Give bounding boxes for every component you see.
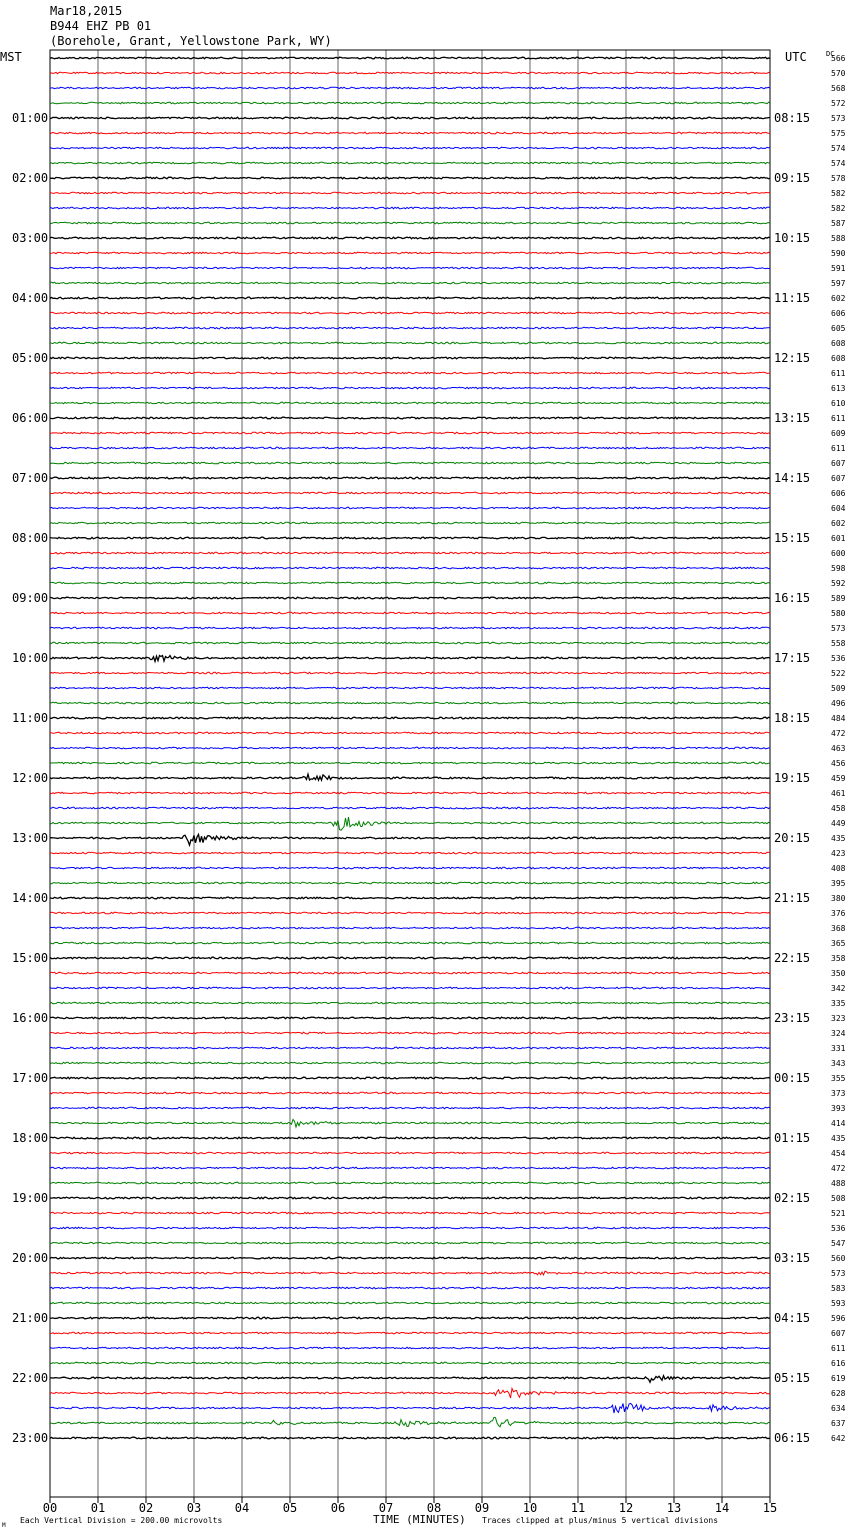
dc-offset-label: 536	[831, 654, 846, 663]
mst-hour-label: 17:00	[12, 1071, 49, 1085]
mst-hour-label: 22:00	[12, 1371, 49, 1385]
seismic-trace	[50, 267, 770, 269]
x-tick-label: 12	[618, 1501, 634, 1515]
utc-hour-label: 10:15	[774, 231, 811, 245]
dc-offset-label: 604	[831, 504, 846, 513]
seismic-trace	[50, 402, 770, 404]
dc-offset-label: 573	[831, 624, 846, 633]
seismic-trace	[50, 672, 770, 674]
dc-offset-label: 324	[831, 1029, 846, 1038]
utc-hour-label: 23:15	[774, 1011, 811, 1025]
seismic-trace	[50, 237, 770, 239]
dc-offset-label: 616	[831, 1359, 846, 1368]
seismic-trace	[50, 1403, 770, 1413]
seismic-trace	[50, 1197, 770, 1199]
seismic-trace	[50, 327, 770, 329]
dc-offset-label: 642	[831, 1434, 846, 1443]
dc-offset-label: 558	[831, 639, 846, 648]
utc-zone-label: UTC	[785, 50, 807, 64]
seismic-trace	[50, 1362, 770, 1364]
dc-offset-label: 323	[831, 1014, 846, 1023]
utc-hour-label: 09:15	[774, 171, 811, 185]
date-label: Mar18,2015	[50, 4, 123, 18]
seismic-trace	[50, 702, 770, 704]
dc-offset-label: 449	[831, 819, 846, 828]
seismic-trace	[50, 1389, 770, 1398]
seismic-trace	[50, 462, 770, 464]
dc-offset-label: 587	[831, 219, 846, 228]
seismic-trace	[50, 1212, 770, 1214]
dc-offset-label: 522	[831, 669, 846, 678]
seismic-trace	[50, 552, 770, 554]
dc-offset-label: 380	[831, 894, 846, 903]
dc-offset-label: 605	[831, 324, 846, 333]
dc-offset-label: 613	[831, 384, 846, 393]
x-tick-label: 02	[138, 1501, 154, 1515]
mst-hour-label: 14:00	[12, 891, 49, 905]
seismic-trace	[50, 627, 770, 629]
seismic-trace	[50, 972, 770, 974]
seismic-trace	[50, 1137, 770, 1139]
utc-hour-label: 22:15	[774, 951, 811, 965]
dc-offset-label: 598	[831, 564, 846, 573]
utc-hour-label: 17:15	[774, 651, 811, 665]
dc-offset-label: 609	[831, 429, 846, 438]
seismic-trace	[50, 897, 770, 899]
seismic-trace	[50, 867, 770, 869]
dc-offset-label: 496	[831, 699, 846, 708]
utc-hour-label: 03:15	[774, 1251, 811, 1265]
x-tick-label: 06	[330, 1501, 346, 1515]
utc-hour-label: 19:15	[774, 771, 811, 785]
dc-offset-label: 596	[831, 1314, 846, 1323]
mst-hour-label: 11:00	[12, 711, 49, 725]
dc-offset-label: 365	[831, 939, 846, 948]
seismic-trace	[50, 177, 770, 179]
mst-hour-label: 10:00	[12, 651, 49, 665]
dc-offset-label: 536	[831, 1224, 846, 1233]
seismic-trace	[50, 1332, 770, 1334]
seismic-trace	[50, 927, 770, 929]
dc-offset-label: 600	[831, 549, 846, 558]
utc-hour-label: 14:15	[774, 471, 811, 485]
x-tick-label: 07	[378, 1501, 394, 1515]
seismic-trace	[50, 87, 770, 89]
seismic-trace	[50, 1417, 770, 1427]
dc-offset-label: 588	[831, 234, 846, 243]
utc-hour-label: 21:15	[774, 891, 811, 905]
utc-hour-label: 01:15	[774, 1131, 811, 1145]
seismic-trace	[50, 252, 770, 254]
utc-hour-label: 05:15	[774, 1371, 811, 1385]
seismic-trace	[50, 567, 770, 569]
dc-offset-label: 610	[831, 399, 846, 408]
dc-offset-label: 607	[831, 459, 846, 468]
dc-offset-label: 597	[831, 279, 846, 288]
seismic-trace	[50, 774, 770, 780]
seismic-trace	[50, 1047, 770, 1049]
seismic-trace	[50, 1152, 770, 1154]
x-tick-label: 13	[666, 1501, 682, 1515]
utc-hour-label: 04:15	[774, 1311, 811, 1325]
dc-offset-label: 575	[831, 129, 846, 138]
seismic-trace	[50, 342, 770, 344]
seismic-trace	[50, 912, 770, 914]
seismic-trace	[50, 957, 770, 959]
mst-hour-label: 12:00	[12, 771, 49, 785]
dc-offset-label: 472	[831, 1164, 846, 1173]
x-tick-label: 10	[522, 1501, 538, 1515]
mst-hour-label: 20:00	[12, 1251, 49, 1265]
seismic-trace	[50, 537, 770, 539]
dc-offset-label: 456	[831, 759, 846, 768]
dc-offset-label: 408	[831, 864, 846, 873]
dc-offset-label: 521	[831, 1209, 846, 1218]
mst-hour-label: 19:00	[12, 1191, 49, 1205]
seismic-trace	[50, 492, 770, 494]
seismic-trace	[50, 687, 770, 689]
seismic-trace	[50, 297, 770, 299]
seismic-trace	[50, 1167, 770, 1169]
dc-offset-label: 572	[831, 99, 846, 108]
dc-offset-label: 358	[831, 954, 846, 963]
utc-hour-label: 18:15	[774, 711, 811, 725]
utc-hour-label: 15:15	[774, 531, 811, 545]
utc-hour-label: 00:15	[774, 1071, 811, 1085]
dc-offset-label: 376	[831, 909, 846, 918]
seismic-trace	[50, 1376, 770, 1383]
dc-offset-label: 580	[831, 609, 846, 618]
mst-hour-label: 07:00	[12, 471, 49, 485]
dc-offset-label: 395	[831, 879, 846, 888]
seismic-trace	[50, 1317, 770, 1319]
x-axis-label: TIME (MINUTES)	[373, 1513, 466, 1526]
dc-offset-label: 343	[831, 1059, 846, 1068]
dc-offset-label: 335	[831, 999, 846, 1008]
dc-offset-label: 331	[831, 1044, 846, 1053]
dc-offset-label: 582	[831, 204, 846, 213]
dc-offset-label: 459	[831, 774, 846, 783]
dc-offset-label: 592	[831, 579, 846, 588]
x-tick-label: 00	[42, 1501, 58, 1515]
seismic-trace	[50, 192, 770, 194]
seismic-trace	[50, 1437, 770, 1439]
dc-offset-label: 637	[831, 1419, 846, 1428]
seismic-trace	[50, 747, 770, 749]
dc-offset-label: 583	[831, 1284, 846, 1293]
dc-offset-label: 582	[831, 189, 846, 198]
seismic-trace	[50, 656, 770, 662]
mst-hour-label: 02:00	[12, 171, 49, 185]
mst-hour-label: 16:00	[12, 1011, 49, 1025]
dc-offset-label: 423	[831, 849, 846, 858]
dc-offset-label: 509	[831, 684, 846, 693]
seismic-trace	[50, 447, 770, 449]
dc-offset-label: 634	[831, 1404, 846, 1413]
seismic-trace	[50, 732, 770, 734]
dc-header-label: DC	[826, 50, 835, 58]
location-label: (Borehole, Grant, Yellowstone Park, WY)	[50, 34, 332, 48]
station-label: B944 EHZ PB 01	[50, 19, 152, 33]
seismic-trace	[50, 57, 770, 59]
dc-offset-label: 606	[831, 489, 846, 498]
dc-offset-label: 593	[831, 1299, 846, 1308]
mst-hour-label: 09:00	[12, 591, 49, 605]
x-tick-label: 14	[714, 1501, 730, 1515]
utc-hour-label: 20:15	[774, 831, 811, 845]
dc-offset-label: 589	[831, 594, 846, 603]
seismic-trace	[50, 1032, 770, 1034]
seismic-trace	[50, 72, 770, 74]
dc-offset-label: 611	[831, 444, 846, 453]
seismic-trace	[50, 1062, 770, 1064]
dc-offset-label: 607	[831, 474, 846, 483]
seismic-trace	[50, 1257, 770, 1259]
mst-hour-label: 03:00	[12, 231, 49, 245]
dc-offset-label: 566	[831, 54, 846, 63]
x-tick-label: 11	[570, 1501, 586, 1515]
seismic-trace	[50, 817, 770, 830]
dc-offset-label: 574	[831, 159, 846, 168]
mst-zone-label: MST	[0, 50, 22, 64]
dc-offset-label: 435	[831, 834, 846, 843]
seismic-trace	[50, 222, 770, 224]
seismic-trace	[50, 1347, 770, 1349]
dc-offset-label: 560	[831, 1254, 846, 1263]
dc-offset-label: 570	[831, 69, 846, 78]
seismic-trace	[50, 582, 770, 584]
dc-offset-label: 484	[831, 714, 846, 723]
seismic-trace	[50, 132, 770, 134]
dc-offset-label: 611	[831, 1344, 846, 1353]
dc-offset-label: 435	[831, 1134, 846, 1143]
utc-hour-label: 16:15	[774, 591, 811, 605]
dc-offset-label: 611	[831, 414, 846, 423]
utc-hour-label: 02:15	[774, 1191, 811, 1205]
seismic-trace	[50, 762, 770, 764]
utc-hour-label: 13:15	[774, 411, 811, 425]
seismic-trace	[50, 1242, 770, 1244]
seismic-trace	[50, 372, 770, 374]
x-tick-label: 15	[762, 1501, 778, 1515]
dc-offset-label: 461	[831, 789, 846, 798]
seismic-trace	[50, 807, 770, 809]
x-tick-label: 01	[90, 1501, 106, 1515]
dc-offset-label: 355	[831, 1074, 846, 1083]
x-tick-label: 04	[234, 1501, 250, 1515]
seismic-trace	[50, 477, 770, 479]
dc-offset-label: 602	[831, 294, 846, 303]
seismic-trace	[50, 207, 770, 209]
mst-hour-label: 04:00	[12, 291, 49, 305]
utc-hour-label: 06:15	[774, 1431, 811, 1445]
seismic-trace	[50, 162, 770, 164]
seismic-trace	[50, 507, 770, 509]
dc-offset-label: 368	[831, 924, 846, 933]
mst-hour-label: 05:00	[12, 351, 49, 365]
mst-hour-label: 01:00	[12, 111, 49, 125]
dc-offset-label: 573	[831, 1269, 846, 1278]
seismic-trace	[50, 1227, 770, 1229]
x-tick-label: 08	[426, 1501, 442, 1515]
dc-offset-label: 414	[831, 1119, 846, 1128]
seismic-trace	[50, 1002, 770, 1004]
seismic-trace	[50, 417, 770, 419]
mst-hour-label: 21:00	[12, 1311, 49, 1325]
seismic-trace	[50, 1287, 770, 1289]
dc-offset-label: 458	[831, 804, 846, 813]
dc-offset-label: 350	[831, 969, 846, 978]
seismic-trace	[50, 852, 770, 854]
seismic-trace	[50, 1092, 770, 1094]
seismic-trace	[50, 387, 770, 389]
mst-hour-label: 06:00	[12, 411, 49, 425]
clip-note: Traces clipped at plus/minus 5 vertical divisions	[482, 1516, 719, 1525]
seismic-trace	[50, 1107, 770, 1109]
dc-offset-label: 393	[831, 1104, 846, 1113]
seismic-trace	[50, 642, 770, 644]
seismic-trace	[50, 717, 770, 719]
dc-offset-label: 508	[831, 1194, 846, 1203]
seismic-trace	[50, 1271, 770, 1275]
dc-offset-label: 602	[831, 519, 846, 528]
x-tick-label: 03	[186, 1501, 202, 1515]
x-tick-label: 09	[474, 1501, 490, 1515]
dc-offset-label: 601	[831, 534, 846, 543]
dc-offset-label: 591	[831, 264, 846, 273]
seismic-trace	[50, 612, 770, 614]
dc-offset-label: 608	[831, 354, 846, 363]
mst-hour-label: 18:00	[12, 1131, 49, 1145]
mst-hour-label: 08:00	[12, 531, 49, 545]
scale-note: Each Vertical Division = 200.00 microvolts	[20, 1516, 223, 1525]
seismic-trace	[50, 882, 770, 884]
seismic-trace	[50, 1017, 770, 1019]
dc-offset-label: 547	[831, 1239, 846, 1248]
dc-offset-label: 488	[831, 1179, 846, 1188]
mst-hour-label: 15:00	[12, 951, 49, 965]
dc-offset-label: 611	[831, 369, 846, 378]
utc-hour-label: 08:15	[774, 111, 811, 125]
seismic-trace	[50, 357, 770, 359]
seismic-trace	[50, 117, 770, 119]
dc-offset-label: 578	[831, 174, 846, 183]
seismic-trace	[50, 1302, 770, 1304]
seismic-trace	[50, 432, 770, 434]
seismic-trace	[50, 147, 770, 149]
dc-offset-label: 590	[831, 249, 846, 258]
seismic-trace	[50, 987, 770, 989]
dc-offset-label: 373	[831, 1089, 846, 1098]
dc-offset-label: 568	[831, 84, 846, 93]
dc-offset-label: 608	[831, 339, 846, 348]
seismic-trace	[50, 312, 770, 314]
mst-hour-label: 23:00	[12, 1431, 49, 1445]
dc-offset-label: 619	[831, 1374, 846, 1383]
utc-hour-label: 12:15	[774, 351, 811, 365]
corner-mark: M	[2, 1522, 6, 1529]
seismic-trace	[50, 942, 770, 944]
mst-hour-label: 13:00	[12, 831, 49, 845]
x-tick-label: 05	[282, 1501, 298, 1515]
utc-hour-label: 11:15	[774, 291, 811, 305]
seismic-trace	[50, 282, 770, 284]
seismic-trace	[50, 1182, 770, 1184]
seismic-trace	[50, 597, 770, 599]
seismic-trace	[50, 1077, 770, 1079]
seismic-trace	[50, 834, 770, 845]
dc-offset-label: 574	[831, 144, 846, 153]
dc-offset-label: 606	[831, 309, 846, 318]
dc-offset-label: 573	[831, 114, 846, 123]
dc-offset-label: 628	[831, 1389, 846, 1398]
seismic-trace	[50, 102, 770, 104]
seismic-trace	[50, 522, 770, 524]
seismic-trace	[50, 1119, 770, 1127]
dc-offset-label: 454	[831, 1149, 846, 1158]
dc-offset-label: 342	[831, 984, 846, 993]
dc-offset-label: 472	[831, 729, 846, 738]
dc-offset-label: 463	[831, 744, 846, 753]
dc-offset-label: 607	[831, 1329, 846, 1338]
seismic-trace	[50, 792, 770, 794]
